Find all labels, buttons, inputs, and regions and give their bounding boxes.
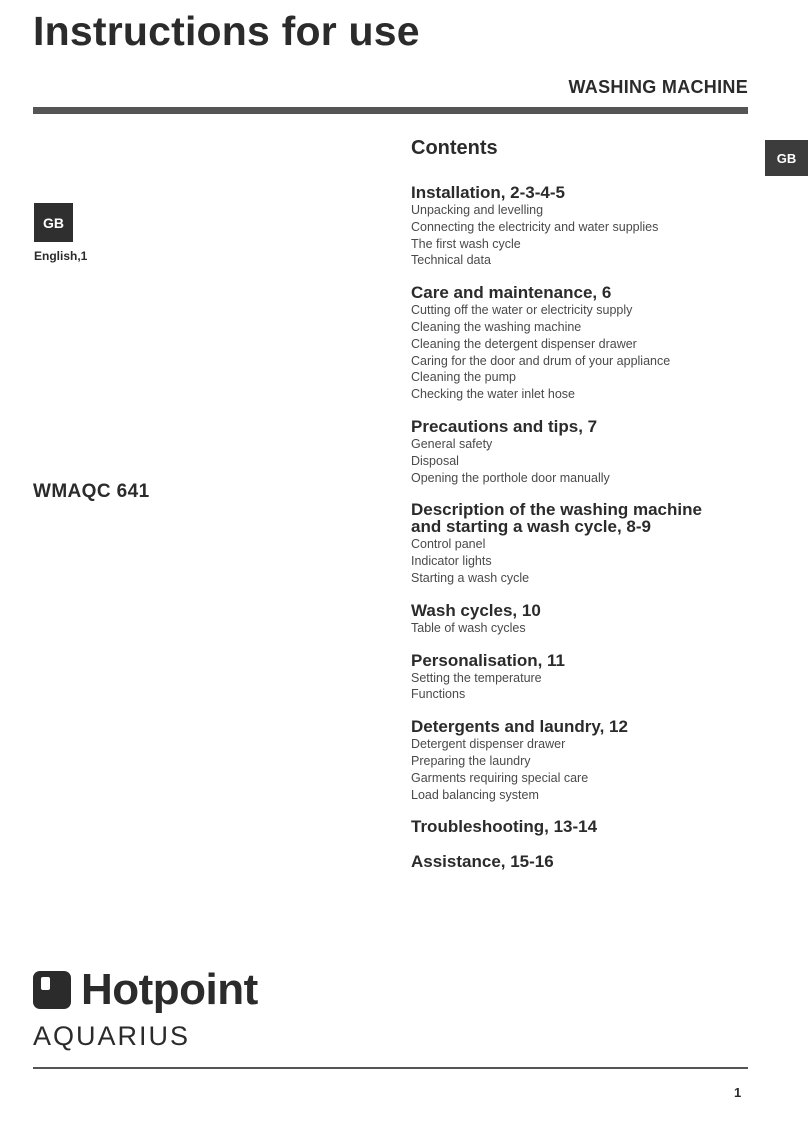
toc-item-list	[411, 670, 751, 704]
brand-logo	[33, 965, 258, 1051]
toc-item-list	[411, 202, 751, 269]
toc-item: Control panel	[411, 537, 486, 552]
toc-item: Opening the porthole door manually	[411, 470, 610, 485]
toc-item-list	[411, 302, 751, 403]
toc-section-precautions	[411, 418, 751, 486]
toc-item-list	[411, 736, 751, 803]
hotpoint-logo-icon	[33, 971, 71, 1009]
brand-name: Hotpoint	[81, 965, 258, 1014]
language-label: English,1	[34, 249, 88, 263]
toc-item: Technical data	[411, 253, 491, 268]
language-badge: GB	[34, 203, 73, 242]
toc-section-assistance	[411, 853, 751, 870]
toc-item-list	[411, 436, 751, 486]
toc-item: Checking the water inlet hose	[411, 387, 575, 402]
contents-title: Contents	[411, 137, 498, 159]
sub-brand-name: AQUARIUS	[33, 1021, 191, 1051]
toc-section-personalisation	[411, 652, 751, 704]
toc-item: Detergent dispenser drawer	[411, 737, 566, 752]
toc-item: Disposal	[411, 453, 459, 468]
page-number: 1	[734, 1085, 742, 1100]
toc-section-installation	[411, 184, 751, 269]
footer-rule	[33, 1067, 748, 1069]
toc-item: Garments requiring special care	[411, 770, 589, 785]
model-number: WMAQC 641	[33, 481, 150, 502]
toc-item: Cutting off the water or electricity supply	[411, 303, 633, 318]
table-of-contents	[411, 137, 751, 885]
toc-item: Indicator lights	[411, 554, 492, 569]
toc-item: Connecting the electricity and water supplies	[411, 219, 659, 234]
header-rule	[33, 107, 748, 114]
toc-item: The first wash cycle	[411, 236, 521, 251]
toc-item: General safety	[411, 436, 493, 451]
toc-section-care	[411, 284, 751, 403]
toc-item: Setting the temperature	[411, 670, 542, 685]
brand-row	[33, 965, 258, 1014]
toc-section-heading: Wash cycles, 10	[411, 600, 541, 620]
toc-item: Cleaning the washing machine	[411, 319, 582, 334]
toc-item-list	[411, 536, 751, 586]
toc-section-heading: Personalisation, 11	[411, 650, 566, 670]
toc-section-heading: Care and maintenance, 6	[411, 283, 612, 303]
product-type: WASHING MACHINE	[568, 77, 748, 97]
toc-section-description	[411, 501, 751, 586]
toc-item: Load balancing system	[411, 787, 539, 802]
toc-item: Functions	[411, 687, 466, 702]
toc-item-list	[411, 620, 751, 637]
toc-item: Cleaning the detergent dispenser drawer	[411, 336, 637, 351]
toc-section-heading: Assistance, 15-16	[411, 852, 554, 872]
toc-section-heading: Troubleshooting, 13-14	[411, 817, 598, 837]
toc-heading-line: Description of the washing machine	[411, 500, 702, 520]
toc-section-heading: Detergents and laundry, 12	[411, 717, 628, 737]
toc-heading-line: and starting a wash cycle, 8-9	[411, 517, 651, 537]
toc-section-heading	[411, 501, 751, 535]
toc-item: Starting a wash cycle	[411, 570, 530, 585]
language-side-tab: GB	[765, 140, 808, 176]
toc-item: Caring for the door and drum of your appliance	[411, 353, 671, 368]
toc-item: Unpacking and levelling	[411, 203, 544, 217]
toc-section-troubleshooting	[411, 818, 751, 835]
toc-section-detergents	[411, 718, 751, 803]
toc-section-heading: Precautions and tips, 7	[411, 416, 598, 436]
toc-section-heading: Installation, 2-3-4-5	[411, 183, 565, 202]
toc-item: Table of wash cycles	[411, 620, 526, 635]
toc-item: Cleaning the pump	[411, 370, 516, 385]
toc-section-wash-cycles	[411, 602, 751, 637]
toc-item: Preparing the laundry	[411, 753, 531, 768]
document-title: Instructions for use	[33, 8, 420, 54]
